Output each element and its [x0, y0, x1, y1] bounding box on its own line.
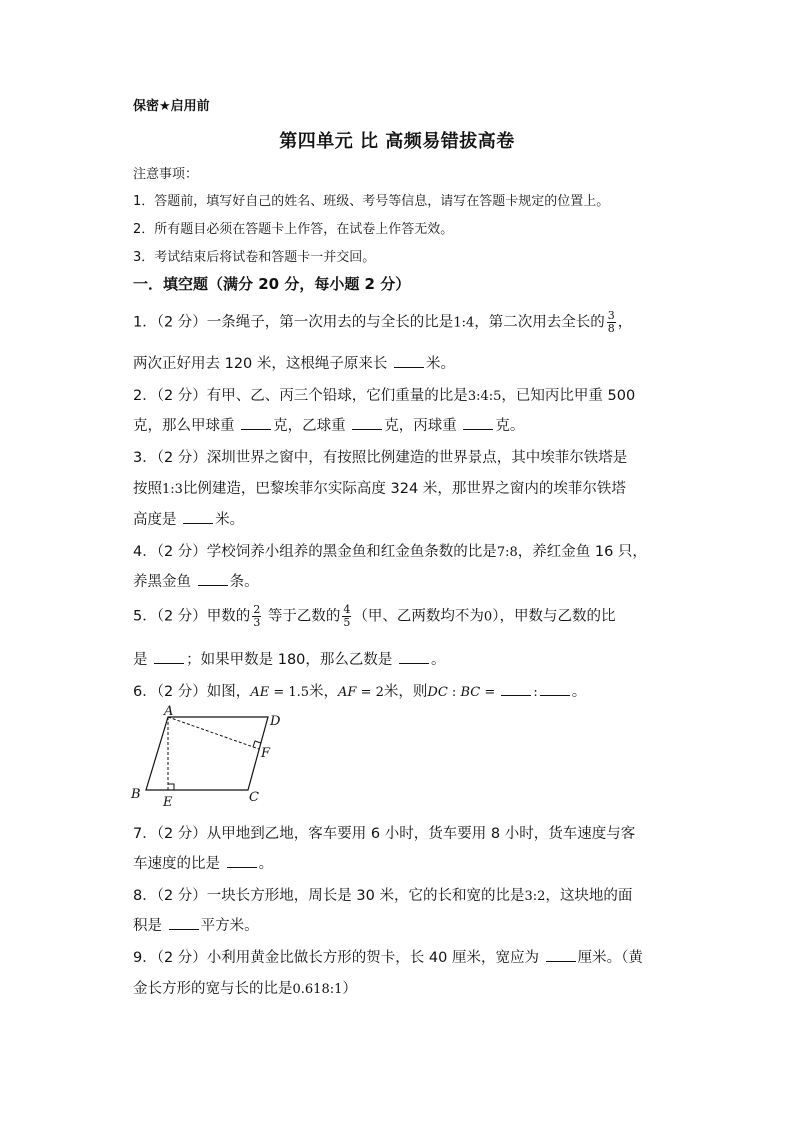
answer-blank[interactable]	[394, 353, 424, 368]
page-title: 第四单元 比 高频易错拔高卷	[279, 131, 515, 152]
question-3-line-3: 高度是 米。	[133, 508, 244, 529]
ratio-value: 0.618:1	[292, 982, 343, 997]
ratio-value: 3:2	[524, 889, 546, 904]
answer-blank[interactable]	[154, 649, 184, 664]
question-2-line-1: 2．（2 分）有甲、乙、丙三个铅球，它们重量的比是3:4:5，已知丙比甲重 500	[133, 388, 636, 404]
note-item: 2．所有题目必须在答题卡上作答，在试卷上作答无效。	[133, 222, 454, 237]
question-8-line-1: 8．（2 分）一块长方形地，周长是 30 米，它的长和宽的比是3:2，这块地的面	[133, 888, 633, 904]
answer-blank[interactable]	[352, 415, 382, 430]
label-d: D	[270, 714, 281, 729]
question-9-line-2: 金长方形的宽与长的比是0.618:1）	[133, 981, 357, 997]
answer-blank[interactable]	[241, 415, 271, 430]
answer-blank[interactable]	[463, 415, 493, 430]
right-angle-e	[168, 784, 174, 790]
answer-blank[interactable]	[198, 571, 228, 586]
ratio-value: 7:8	[496, 545, 518, 560]
answer-blank[interactable]	[501, 681, 531, 696]
fraction: $\frac{3}{8}$	[607, 309, 615, 335]
ratio-value: 1:4	[453, 315, 475, 331]
question-3-line-2: 按照1:3比例建造，巴黎埃菲尔实际高度 324 米，那世界之窗内的埃菲尔铁塔	[133, 481, 626, 497]
question-5-line-2: 是 ；如果甲数是 180，那么乙数是 。	[133, 648, 446, 669]
question-4-line-1: 4．（2 分）学校饲养小组养的黑金鱼和红金鱼条数的比是7:8，养红金鱼 16 只，	[133, 544, 647, 560]
question-1-line-1: 1．（2 分）一条绳子，第一次用去的与全长的比是1:4，第二次用去全长的 $\frac{3}{8}$ ，	[133, 309, 633, 335]
question-9-line-1: 9．（2 分）小利用黄金比做长方形的贺卡，长 40 厘米，宽应为 厘米。（黄	[133, 946, 643, 967]
confidential-label: 保密★启用前	[133, 99, 210, 114]
ratio-value: 1:3	[162, 482, 183, 497]
question-5-line-1: 5．（2 分）甲数的 $\frac{2}{3}$ 等于乙数的 $\frac{4}{5}$ （甲、乙两数均不为0），甲数与乙数的比	[133, 603, 616, 629]
answer-blank[interactable]	[227, 853, 257, 868]
label-e: E	[163, 795, 173, 810]
fraction: $\frac{2}{3}$	[253, 603, 261, 629]
question-6-line-1: 6．（2 分）如图，AE = 1.5米，AF = 2米，则DC : BC = : 。	[133, 680, 586, 701]
label-b: B	[131, 787, 141, 802]
ratio-value: 3:4:5	[467, 389, 502, 404]
label-f: F	[261, 746, 271, 761]
answer-blank[interactable]	[169, 915, 199, 930]
notes-heading: 注意事项：	[133, 167, 199, 182]
note-item: 3．考试结束后将试卷和答题卡一并交回。	[133, 250, 376, 265]
note-item: 1．答题前，填写好自己的姓名、班级、考号等信息，请写在答题卡规定的位置上。	[133, 194, 610, 209]
question-7-line-2: 车速度的比是 。	[133, 852, 273, 873]
label-c: C	[249, 790, 259, 805]
question-1-line-2: 两次正好用去 120 米，这根绳子原来长 米。	[133, 352, 455, 373]
fraction: $\frac{4}{5}$	[343, 603, 351, 629]
parallelogram-shape	[146, 717, 268, 790]
question-7-line-1: 7．（2 分）从甲地到乙地，客车要用 6 小时，货车要用 8 小时，货车速度与客	[133, 826, 636, 842]
question-2-line-2: 克，那么甲球重 克，乙球重 克，丙球重 克。	[133, 414, 524, 435]
question-3-line-1: 3．（2 分）深圳世界之窗中，有按照比例建造的世界景点，其中埃菲尔铁塔是	[133, 450, 628, 466]
label-a: A	[164, 705, 174, 719]
answer-blank[interactable]	[546, 947, 576, 962]
answer-blank[interactable]	[183, 509, 213, 524]
question-4-line-2: 养黑金鱼 条。	[133, 570, 259, 591]
answer-blank[interactable]	[399, 649, 429, 664]
section-heading: 一．填空题（满分 20 分，每小题 2 分）	[133, 275, 411, 293]
parallelogram-figure	[128, 705, 298, 810]
question-8-line-2: 积是 平方米。	[133, 914, 259, 935]
height-af	[168, 717, 259, 749]
answer-blank[interactable]	[540, 681, 570, 696]
